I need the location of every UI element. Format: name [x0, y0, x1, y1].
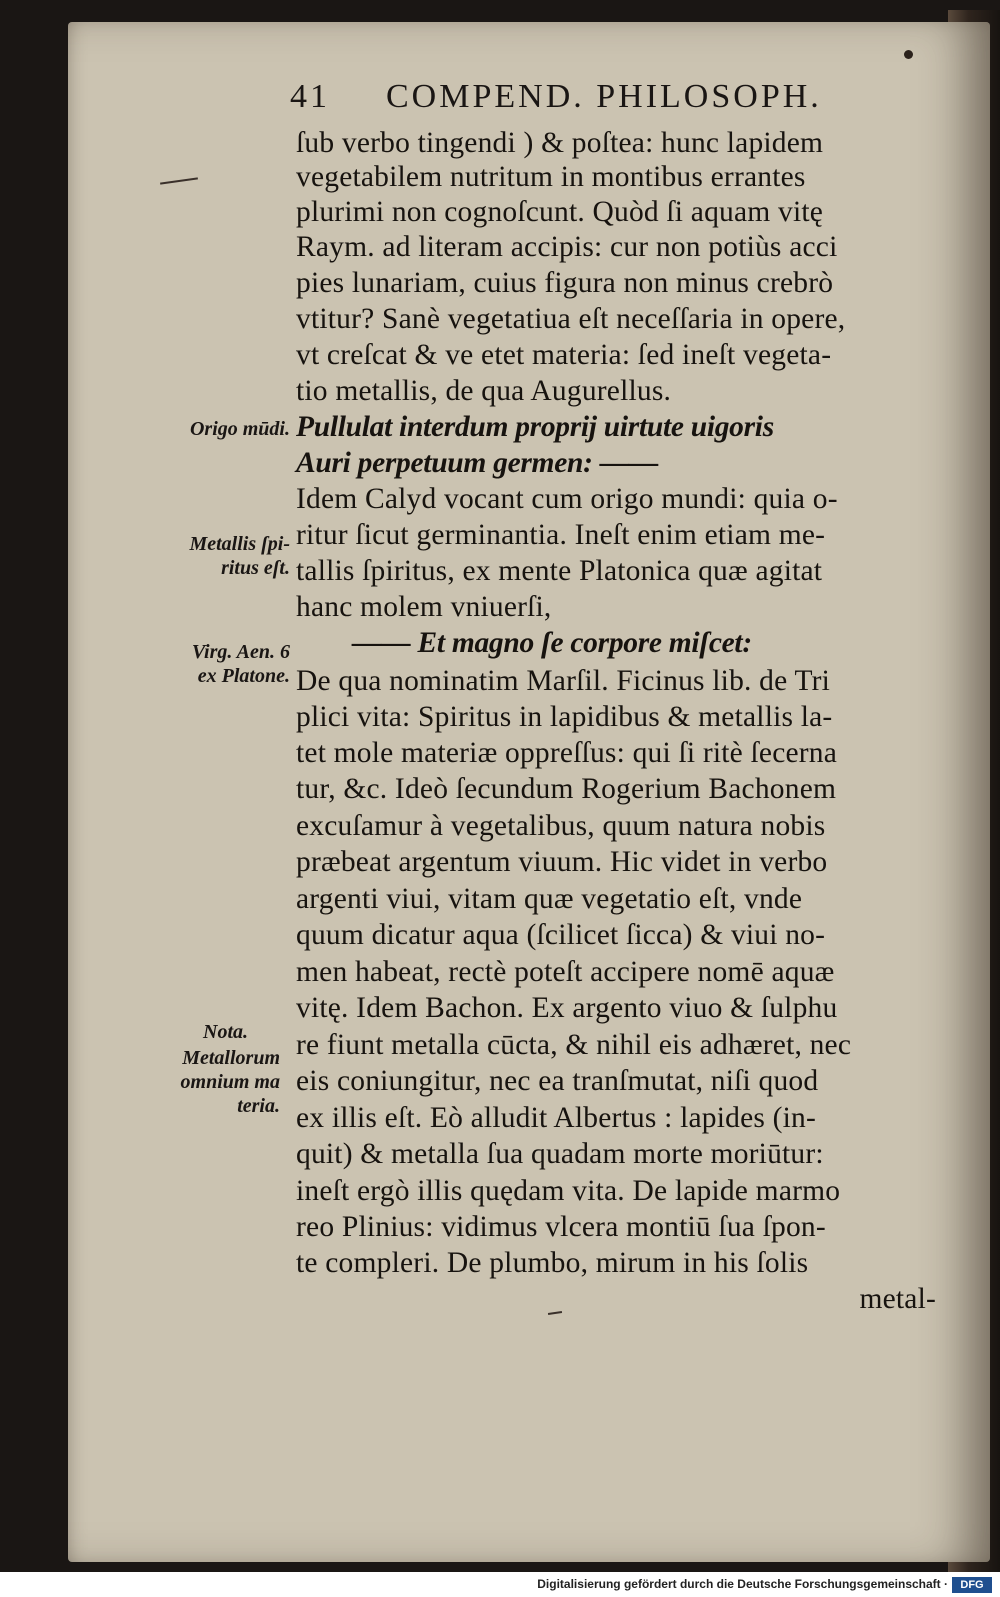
text-line: vtitur? Sanè vegetatiua eſt neceſſaria in opere, [296, 303, 846, 335]
text-line: Raym. ad literam accipis: cur non potiùs acci [296, 231, 838, 263]
text-line: quit) & metalla ſua quadam morte moriūtur: [296, 1138, 824, 1170]
margin-note: Virg. Aen. 6 ex Platone. [191, 641, 290, 687]
text-line: vt creſcat & ve etet materia: ſed ineſt vegeta- [296, 339, 832, 371]
text-line: hanc molem vniuerſi, [296, 591, 552, 623]
text-line: ritur ſicut germinantia. Ineſt enim etiam me- [296, 519, 826, 551]
text-line: De qua nominatim Marſil. Ficinus lib. de Tri [296, 665, 831, 697]
margin-note: Origo mūdi. [189, 418, 290, 440]
text-line: eis coniungitur, nec ea tranſmutat, niſi quod [296, 1065, 819, 1097]
text-line: vegetabilem nutritum in montibus errantes [296, 161, 806, 193]
page-number: 41 [290, 78, 330, 115]
text-line: te compleri. De plumbo, mirum in his ſolis [296, 1247, 809, 1279]
verse-line: —— Et magno ſe corpore miſcet: [352, 627, 752, 659]
text-line: reo Plinius: vidimus vlcera montiū ſua ſpon- [296, 1211, 826, 1243]
text-line: Idem Calyd vocant cum origo mundi: quia o- [296, 483, 838, 515]
text-line: ineſt ergò illis quędam vita. De lapide marmo [296, 1175, 841, 1207]
text-line: re fiunt metalla cūcta, & nihil eis adhæret, nec [296, 1029, 852, 1061]
text-line: pies lunariam, cuius figura non minus crebrò [296, 267, 834, 299]
text-line: tallis ſpiritus, ex mente Platonica quæ agitat [296, 555, 823, 587]
text-line: præbeat argentum viuum. Hic videt in verbo [296, 846, 828, 878]
running-header [290, 78, 890, 122]
text-line: vitę. Idem Bachon. Ex argento viuo & ſulphu [296, 992, 838, 1024]
text-line: plici vita: Spiritus in lapidibus & metallis la- [296, 701, 833, 733]
margin-note: Metallorum omnium ma teria. [180, 1047, 280, 1117]
catchword: metal- [859, 1283, 936, 1315]
text-line: argenti viui, vitam quæ vegetatio eſt, vnde [296, 883, 803, 915]
text-line: tet mole materiæ oppreſſus: qui ſi ritè ſecerna [296, 737, 838, 769]
text-line: quum dicatur aqua (ſcilicet ſicca) & viui no- [296, 919, 826, 951]
dfg-logo: DFG [952, 1577, 992, 1593]
margin-note: Nota. [203, 1021, 248, 1043]
footer-credit: Digitalisierung gefördert durch die Deutsche Forschungsgemeinschaft · [537, 1577, 948, 1591]
text-line: plurimi non cognoſcunt. Quòd ſi aquam vitę [296, 196, 824, 228]
verse-line: Auri perpetuum germen: —— [296, 447, 659, 479]
text-line: tio metallis, de qua Augurellus. [296, 375, 672, 407]
margin-note: Metallis ſpi- ritus eſt. [189, 533, 290, 579]
verse-line: Pullulat interdum proprij uirtute uigoris [296, 411, 774, 443]
text-line: men habeat, rectè poteſt accipere nomē aquæ [296, 956, 835, 988]
running-title: COMPEND. PHILOSOPH. [386, 78, 822, 115]
text-line: excuſamur à vegetalibus, quum natura nobis [296, 810, 826, 842]
text-line: ex illis eſt. Eò alludit Albertus : lapides (in- [296, 1102, 817, 1134]
ink-spot [904, 50, 913, 59]
text-line: ſub verbo tingendi ) & poſtea: hunc lapidem [296, 127, 824, 159]
text-line: tur, &c. Ideò ſecundum Rogerium Bachonem [296, 773, 837, 805]
digitization-footer [0, 1575, 1000, 1597]
